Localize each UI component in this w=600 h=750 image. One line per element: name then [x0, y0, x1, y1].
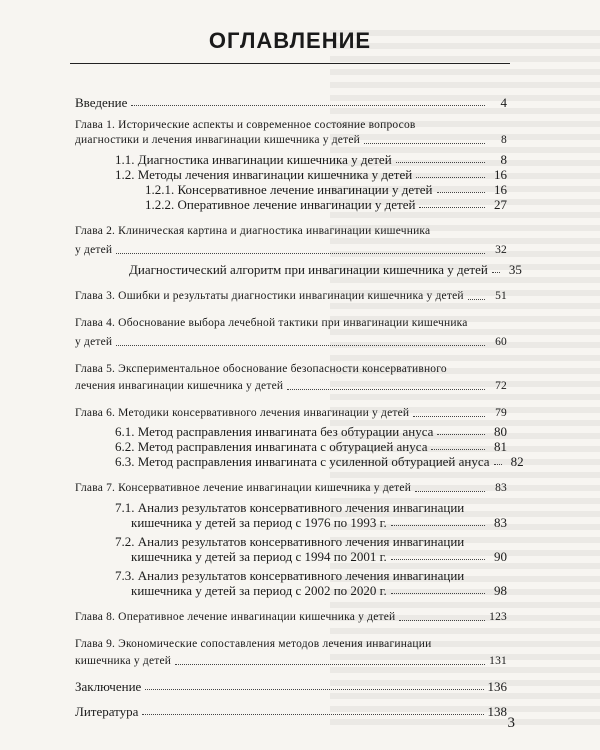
- toc-page-number: 98: [494, 583, 507, 598]
- toc-page-number: 4: [500, 95, 507, 110]
- leader-dots: [437, 192, 486, 193]
- toc-entry-title: Глава 6. Методики консервативного лечения инвагинации у детей: [75, 407, 410, 419]
- toc-entry-chapter-2[interactable]: [75, 224, 507, 258]
- toc-page-number: 51: [495, 290, 507, 302]
- toc-entry-title: 1.2.2. Оперативное лечение инвагинации у детей: [145, 197, 416, 212]
- toc-entry-title: 6.3. Метод расправления инвагината с усиленной обтурацией ануса: [115, 454, 490, 469]
- title-divider: [70, 63, 510, 64]
- toc-page-number: 138: [487, 704, 507, 719]
- leader-dots: [391, 525, 485, 526]
- leader-dots: [131, 105, 485, 106]
- leader-dots: [116, 345, 485, 346]
- table-of-contents: [75, 95, 524, 719]
- toc-entry-title: 6.2. Метод расправления инвагината с обтурацией ануса: [115, 439, 428, 454]
- leader-dots: [416, 177, 485, 178]
- toc-entry-7-3[interactable]: [75, 568, 507, 598]
- toc-page-number: 8: [500, 152, 507, 167]
- toc-page-number: 16: [494, 167, 507, 182]
- toc-entry-title: 7.3. Анализ результатов консервативного лечения инвагинации: [115, 568, 465, 583]
- leader-dots: [437, 434, 485, 435]
- toc-page-number: 90: [494, 549, 507, 564]
- toc-entry-title: 1.1. Диагностика инвагинации кишечника у детей: [115, 152, 392, 167]
- toc-entry-1-1[interactable]: [75, 152, 507, 167]
- leader-dots: [364, 143, 485, 144]
- toc-entry-title-cont: лечения инвагинации кишечника у детей: [75, 380, 284, 392]
- toc-entry-title: Глава 5. Экспериментальное обоснование безопасности консервативного: [75, 363, 447, 375]
- leader-dots: [492, 272, 500, 273]
- toc-entry-title: Глава 1. Исторические аспекты и современное состояние вопросов: [75, 119, 416, 131]
- toc-entry-title: Заключение: [75, 679, 142, 694]
- leader-dots: [413, 416, 485, 417]
- toc-entry-title: Глава 2. Клиническая картина и диагностика инвагинации кишечника: [75, 225, 431, 237]
- toc-entry-title: 1.2. Методы лечения инвагинации кишечника у детей: [115, 167, 413, 182]
- toc-page-number: 16: [494, 182, 507, 197]
- leader-dots: [399, 620, 485, 621]
- toc-entry-chapter-1[interactable]: [75, 118, 507, 148]
- leader-dots: [391, 593, 485, 594]
- toc-page-number: 8: [501, 134, 507, 146]
- toc-entry-title: Глава 4. Обоснование выбора лечебной тактики при инвагинации кишечника: [75, 317, 468, 329]
- leader-dots: [142, 714, 483, 715]
- leader-dots: [145, 689, 483, 690]
- toc-page-number: 83: [495, 482, 507, 494]
- toc-page-number: 131: [489, 655, 507, 667]
- toc-entry-conclusion[interactable]: [75, 679, 507, 694]
- toc-entry-title: Глава 3. Ошибки и результаты диагностики инвагинации кишечника у детей: [75, 290, 464, 302]
- leader-dots: [419, 207, 485, 208]
- leader-dots: [468, 299, 485, 300]
- toc-entry-title-cont: кишечника у детей за период с 1994 по 2001 г.: [131, 549, 387, 564]
- toc-entry-1-2-1[interactable]: [75, 182, 507, 197]
- toc-entry-references[interactable]: [75, 704, 507, 719]
- toc-page-number: 136: [487, 679, 507, 694]
- toc-entry-title: 6.1. Метод расправления инвагината без обтурации ануса: [115, 424, 434, 439]
- toc-entry-title-cont: у детей: [75, 336, 113, 348]
- toc-page-number: 83: [494, 515, 507, 530]
- toc-entry-introduction[interactable]: [75, 95, 507, 110]
- toc-entry-diagnostic-algorithm[interactable]: [75, 262, 522, 277]
- toc-entry-title: Глава 9. Экономические сопоставления методов лечения инвагинации: [75, 638, 432, 650]
- leader-dots: [116, 253, 485, 254]
- toc-entry-6-3[interactable]: [75, 454, 524, 469]
- leader-dots: [494, 464, 502, 465]
- page-title: ОГЛАВЛЕНИЕ: [208, 28, 372, 53]
- toc-entry-title: Диагностический алгоритм при инвагинации кишечника у детей: [129, 262, 488, 277]
- toc-entry-1-2[interactable]: [75, 167, 507, 182]
- toc-entry-6-2[interactable]: [75, 439, 507, 454]
- page-number: 3: [507, 715, 515, 731]
- toc-entry-title: 7.1. Анализ результатов консервативного лечения инвагинации: [115, 500, 465, 515]
- toc-entry-title: Введение: [75, 95, 128, 110]
- toc-entry-chapter-4[interactable]: [75, 316, 507, 350]
- toc-page-number: 79: [495, 407, 507, 419]
- toc-entry-title: Глава 7. Консервативное лечение инвагинации кишечника у детей: [75, 482, 412, 494]
- toc-entry-7-2[interactable]: [75, 534, 507, 564]
- toc-entry-1-2-2[interactable]: [75, 197, 507, 212]
- toc-entry-chapter-7[interactable]: [75, 481, 507, 496]
- toc-entry-7-1[interactable]: [75, 500, 507, 530]
- toc-entry-title: 1.2.1. Консервативное лечение инвагинации у детей: [145, 182, 433, 197]
- leader-dots: [175, 664, 485, 665]
- leader-dots: [396, 162, 485, 163]
- leader-dots: [287, 389, 485, 390]
- toc-page-number: 72: [495, 380, 507, 392]
- toc-entry-chapter-8[interactable]: [75, 610, 507, 625]
- toc-entry-title-cont: диагностики и лечения инвагинации кишечника у детей: [75, 134, 360, 146]
- toc-entry-title-cont: у детей: [75, 244, 113, 256]
- toc-entry-title-cont: кишечника у детей за период с 1976 по 1993 г.: [131, 515, 387, 530]
- toc-page-number: 81: [494, 439, 507, 454]
- toc-page-number: 27: [494, 197, 507, 212]
- toc-entry-chapter-6[interactable]: [75, 406, 507, 421]
- toc-page-number: 32: [495, 244, 507, 256]
- toc-page-number: 80: [494, 424, 507, 439]
- toc-entry-6-1[interactable]: [75, 424, 507, 439]
- toc-page-number: 82: [510, 454, 524, 469]
- toc-entry-chapter-9[interactable]: [75, 637, 507, 669]
- toc-page-number: 35: [508, 262, 522, 277]
- toc-entry-chapter-5[interactable]: [75, 362, 507, 394]
- toc-entry-title-cont: кишечника у детей: [75, 655, 172, 667]
- toc-entry-title: Глава 8. Оперативное лечение инвагинации кишечника у детей: [75, 611, 396, 623]
- leader-dots: [431, 449, 485, 450]
- toc-page-number: 60: [495, 336, 507, 348]
- toc-entry-chapter-3[interactable]: [75, 289, 507, 304]
- leader-dots: [415, 491, 485, 492]
- toc-entry-title: Литература: [75, 704, 139, 719]
- toc-page-number: 123: [489, 611, 507, 623]
- toc-entry-title: 7.2. Анализ результатов консервативного лечения инвагинации: [115, 534, 465, 549]
- leader-dots: [391, 559, 485, 560]
- toc-entry-title-cont: кишечника у детей за период с 2002 по 2020 г.: [131, 583, 387, 598]
